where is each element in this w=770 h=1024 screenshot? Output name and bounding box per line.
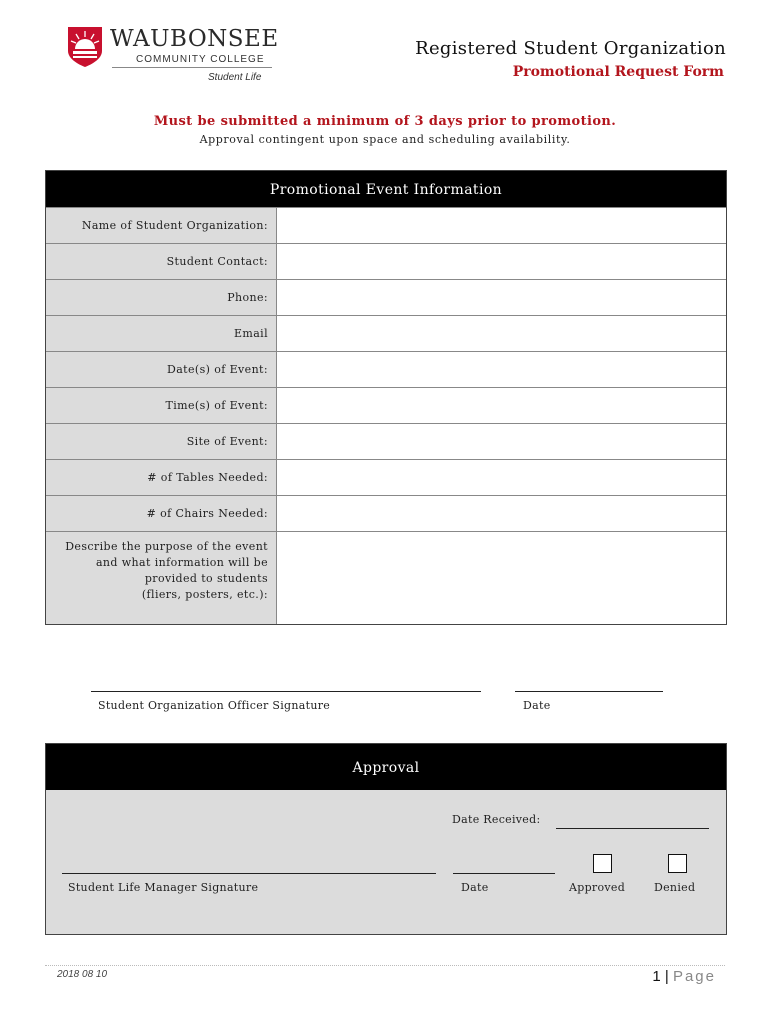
page-indicator: 1 | Page [652,968,716,985]
officer-signature-label: Student Organization Officer Signature [98,699,331,712]
student-contact-field[interactable] [277,244,726,279]
form-row-organization [46,207,726,243]
field-label: Site of Event: [46,424,277,459]
event-time-field[interactable] [277,388,726,423]
email-field[interactable] [277,316,726,351]
document-subtitle: Promotional Request Form [512,64,724,80]
field-label: # of Tables Needed: [46,460,277,495]
date-received-label: Date Received: [452,813,541,826]
manager-signature-line[interactable] [62,873,436,874]
form-row-event-time [46,387,726,423]
denied-label: Denied [654,881,696,894]
phone-field[interactable] [277,280,726,315]
approved-label: Approved [569,881,626,894]
field-label [46,532,277,624]
field-label: Time(s) of Event: [46,388,277,423]
submission-notice: Must be submitted a minimum of 3 days prior to promotion. [153,114,617,129]
event-date-field[interactable] [277,352,726,387]
shield-icon [66,25,104,69]
field-label: Student Contact: [46,244,277,279]
logo-tagline: Student Life [208,72,262,83]
document-title: Registered Student Organization [415,38,726,59]
approval-heading: Approval [46,744,726,790]
field-label: Email [46,316,277,351]
event-info-table [45,170,727,625]
college-logo [66,22,279,92]
logo-divider [112,67,272,68]
page-number: 1 [652,968,661,985]
description-label-line: and what information will be [95,556,268,569]
field-label: Name of Student Organization: [46,208,277,243]
event-section-heading: Promotional Event Information [46,171,726,207]
form-row-tables [46,459,726,495]
page-word: Page [672,968,716,985]
description-label-line: (fliers, posters, etc.): [141,588,268,601]
footer-date: 2018 08 10 [57,969,108,980]
approval-section [45,743,727,935]
form-row-event-date [46,351,726,387]
approval-date-line[interactable] [453,873,555,874]
denied-checkbox[interactable] [668,854,687,873]
event-description-field[interactable] [277,532,726,624]
form-row-chairs [46,495,726,531]
form-row-phone [46,279,726,315]
approval-notice: Approval contingent upon space and scheduling availability. [199,133,571,146]
field-label: Phone: [46,280,277,315]
chairs-needed-field[interactable] [277,496,726,531]
approval-date-label: Date [461,881,489,894]
organization-name-field[interactable] [277,208,726,243]
description-label-line: Describe the purpose of the event [65,540,268,553]
logo-name: WAUBONSEE [110,26,279,52]
tables-needed-field[interactable] [277,460,726,495]
officer-date-label: Date [523,699,551,712]
event-site-field[interactable] [277,424,726,459]
description-label-line: provided to students [144,572,268,585]
footer-divider [45,965,725,966]
form-row-email [46,315,726,351]
date-received-line[interactable] [556,828,709,829]
officer-signature-line[interactable] [91,691,481,692]
field-label: # of Chairs Needed: [46,496,277,531]
form-row-description [46,531,726,624]
logo-subtitle: COMMUNITY COLLEGE [136,54,265,65]
field-label: Date(s) of Event: [46,352,277,387]
manager-signature-label: Student Life Manager Signature [68,881,259,894]
form-row-contact [46,243,726,279]
officer-date-line[interactable] [515,691,663,692]
approved-checkbox[interactable] [593,854,612,873]
form-row-site [46,423,726,459]
